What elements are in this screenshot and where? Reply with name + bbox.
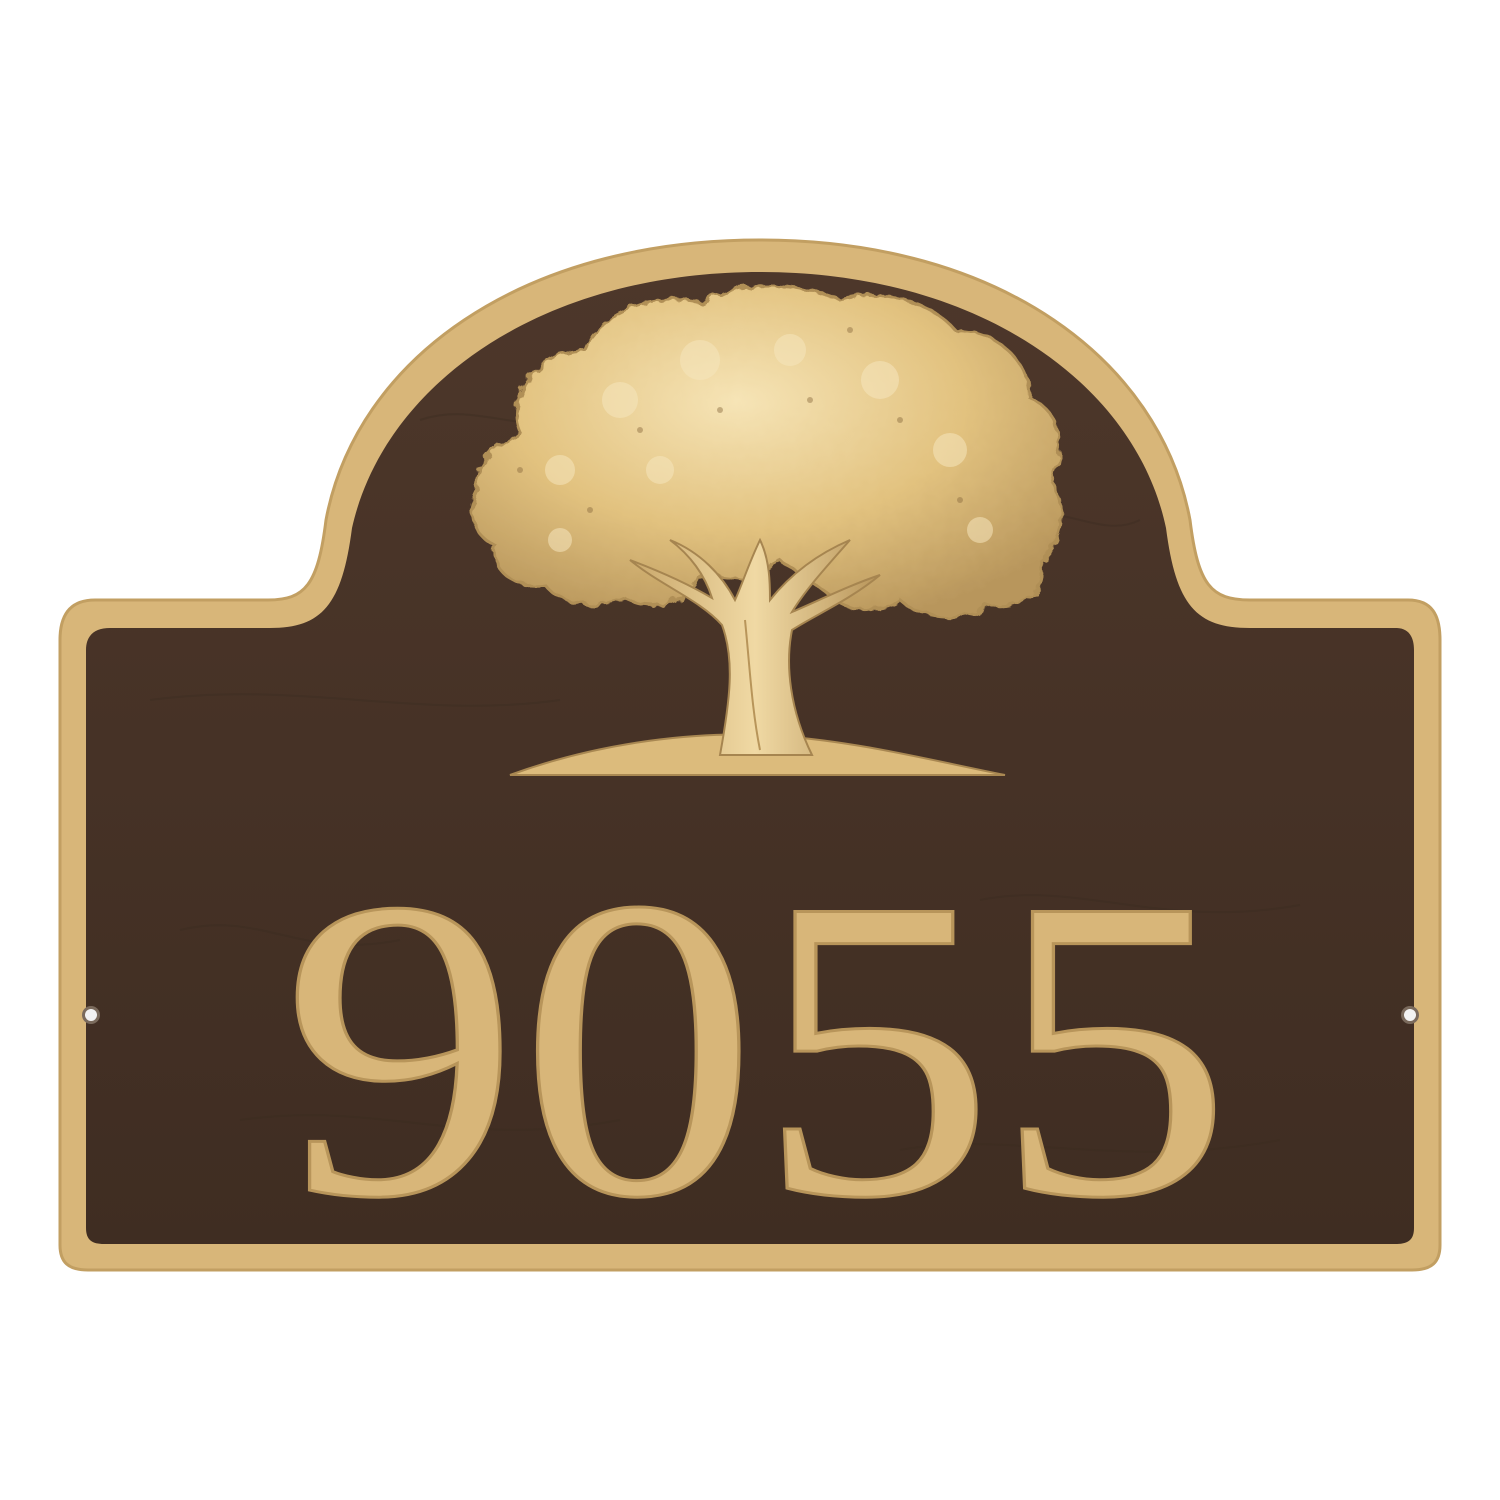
house-number: 9055: [282, 811, 1232, 1287]
mount-hole-left: [82, 1006, 100, 1024]
mount-hole-right: [1401, 1006, 1419, 1024]
